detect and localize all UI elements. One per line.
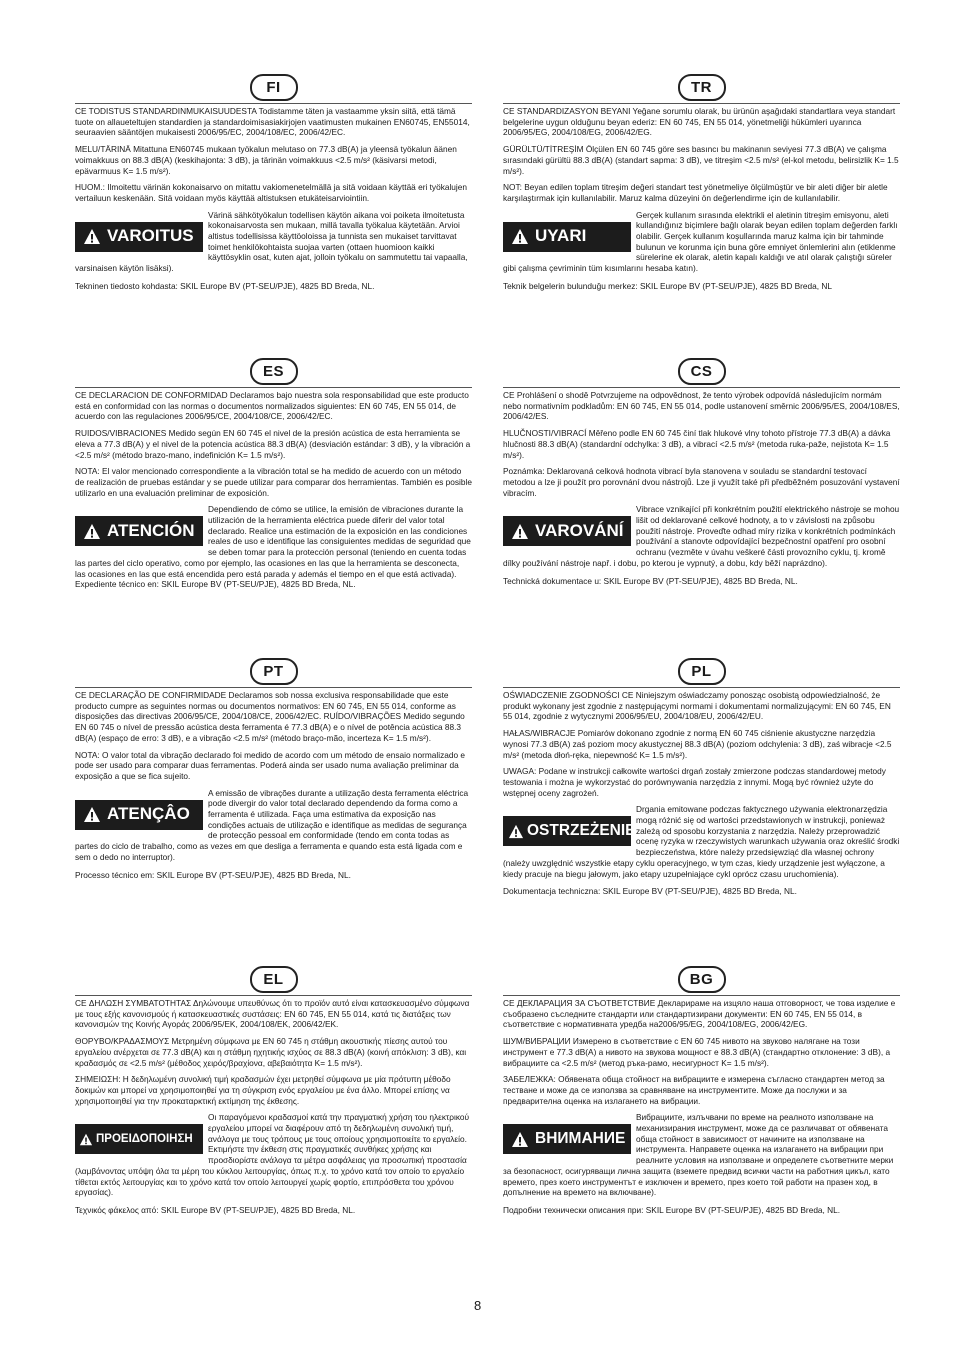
- warning-block: [75, 1112, 472, 1198]
- warning-text: Vibrace vznikající při konkrétním použití elektrického nástroje se mohou lišit od deklarované celkové hodnoty, a to v závislosti na způsobu použití nástroje. Proveďte odhad míry rizika v konkrétních podmínkách používání a stanovte odpovídající bezpečnostní opatření pro osobní ochranu (vezměte v úvahu veškeré části provozního cyklu, tj. kromě dílky používání nástroje např. i dobu, po kterou je vypnutý, a dobu, kdy běží naprázdno).: [503, 504, 900, 568]
- warning-text: Οι παραγόμενοι κραδασμοί κατά την πραγματική χρήση του ηλεκτρικού εργαλείου μπορεί να διαφέρουν από τη δεδηλωμένη συνολική τιμή, ανάλογα με τους τρόπους με τους οποίους χρησιμοποιείτε το εργαλείο. Εκτιμήστε την έκθεση στις πραγματικές συνθήκες χρήσης και προσδιορίστε ανάλογα τα μέτρα ασφάλειας για προσωπική προστασία (λαμβάνοντας υπόψη όλα τα μέρη του κύκλου λειτουργίας, όπως π.χ. το χρόνο κατά τον οποίο το εργαλείο τίθεται εκτός λειτουργίας και το χρόνο κατά τον οποίο λειτουργεί χωρίς φορτίο, επιπρόσθετα του χρόνου εργασίας).: [75, 1112, 470, 1198]
- warning-triangle-icon: [83, 523, 101, 540]
- warning-block: [75, 210, 472, 274]
- noise-vibration-text: HAŁAS/WIBRACJE Pomiarów dokonano zgodnie z normą EN 60 745 ciśnienie akustyczne narzędzia wynosi 77.3 dB(A) zaś poziom mocy akustycznej 88.3 dB(A) (poziom odchylenia: 3 dB), zaś wibracje <2.5 m/s² (metoda dłoń-ręka, niepewność K= 1.5 m/s²).: [503, 728, 892, 760]
- warning-block: [503, 504, 900, 568]
- warning-badge: [503, 516, 631, 546]
- note-text: HUOM.: Ilmoitettu värinän kokonaisarvo on mitattu vakiomenetelmällä ja sitä voidaan käyttää eri työkalujen vertailuun keskenään. Sitä voidaan myös käyttää altistuksen etukäteisarviointiin.: [75, 182, 467, 203]
- warning-block: [503, 210, 900, 274]
- language-badge-el: EL: [250, 966, 298, 993]
- warning-triangle-icon: [79, 1133, 93, 1146]
- language-badge-pt: PT: [250, 658, 298, 685]
- noise-vibration-text: MELU/TÄRINÄ Mitattuna EN60745 mukaan työkalun melutaso on 77.3 dB(A) ja yleensä työkalun äänen voimakkuus on 88.3 dB(A) (keskihajonta: 3 dB), ja tärinän voimakkuus <2.5 m/s² (käsivarsi metodi, epävarmuus K= 1.5 m/s²).: [75, 144, 457, 176]
- conformity-text: CE DECLARAÇÃO DE CONFIRMIDADE Declaramos sob nossa exclusiva responsabilidade que este producto cumpre as seguintes normas ou documentos normativos: EN 60 745, EN 55 014, conforme as disposições das directivas 2006/95/CE, 2004/108/CE, 2006/42/EC. RUÍDO/VIBRAÇÕES Medido segundo EN 60 745 o nível de pressão acústica desta ferramenta é 77.3 dB(A) e o nível de potência acústica 88.3 dB(A) (espaço de erro: 3 dB), e a vibração <2.5 m/s² (método braço-mão, incerteza K= 1.5 m/s²).: [75, 690, 465, 743]
- warning-label: ВНИМАНИЕ: [535, 1129, 626, 1147]
- language-badge-pl: PL: [678, 658, 726, 685]
- warning-text: Dependiendo de cómo se utilice, la emisión de vibraciones durante la utilización de la herramienta eléctrica puede diferir del valor total declarado. Realice una estimación de la exposición en las condiciones reales de uso e identifique las consiguientes medidas de seguridad que se deben tomar para la protección personal (teniendo en cuenta todas las partes del ciclo operativo, como por ejemplo, las ocasiones en las que la herramienta se desconecta, las ocasiones en las que está encendida pero está parada y además el tiempo en el que está activada).: [75, 504, 471, 579]
- section-el: [75, 966, 472, 1222]
- noise-vibration-text: RUIDOS/VIBRACIONES Medido según EN 60 745 el nivel de la presión acústica de esta herramienta se eleva a 77.3 dB(A) y el nivel de la potencia acústica 88.3 dB(A) (desviación estándar: 3 dB), y la vibración a <2.5 m/s² (método brazo-mano, indefinición K= 1.5 m/s²).: [75, 428, 471, 460]
- conformity-text: CE DECLARACION DE CONFORMIDAD Declaramos bajo nuestra sola responsabilidad que este producto está en conformidad con las normas o documentos normalizados siguientes: EN 60 745, EN 55 014, de acuerdo con las regulaciones 2006/95/CE, 2004/108/CE, 2006/42/EC.: [75, 390, 469, 422]
- warning-triangle-icon: [83, 228, 101, 245]
- warning-triangle-icon: [511, 523, 529, 540]
- section-divider: [503, 387, 900, 388]
- noise-vibration-text: GÜRÜLTÜ/TİTREŞİM Ölçülen EN 60 745 göre ses basıncı bu makinanın seviyesi 77.3 dB(A) ve çalışma sırasındaki gürültü 88.3 dB(A) (standart sapma: 3 dB), ve titreşim <2.5 m/s² (el-kol metodu, belirsizlik K= 1.5 m/s²).: [503, 144, 899, 176]
- language-badge-tr: TR: [678, 74, 726, 101]
- technical-file-text: Подробни технически описания при: SKIL Europe BV (PT-SEU/PJE), 4825 BD Breda, NL.: [503, 1204, 841, 1215]
- note-text: Poznámka: Deklarovaná celková hodnota vibrací byla stanovena v souladu se standardní testovací metodou a lze ji použít pro porovnání dvou nástrojů. Lze ji využít také při předběžném posuzování vystavení vibracím.: [503, 466, 900, 498]
- warning-triangle-icon: [511, 228, 529, 245]
- noise-vibration-text: HLUČNOSTI/VIBRACÍ Měřeno podle EN 60 745 činí tlak hlukové vlny tohoto přístroje 77.3 dB(A) a dávka hlučnosti 88.3 dB(A) (standardní odchylka: 3 dB), a vibrací <2.5 m/s² (metoda ruka-paže, nejistota K= 1.5 m/s²).: [503, 428, 891, 460]
- conformity-text: CE TODISTUS STANDARDINMUKAISUUDESTA Todistamme täten ja vastaamme yksin siitä, että tämä tuote on allaueteltujen standardien ja standardoimisasiakirjojen vaatimusten mukainen EN60745, EN55014, seuraavien sääntöjen mukaisesti 2006/95/EC, 2004/108/EC, 2006/42/EC.: [75, 106, 470, 138]
- note-text: UWAGA: Podane w instrukcji całkowite wartości drgań zostały zmierzone podczas standardowej metody testowania i można je wykorzystać do porównywania narzędzia z innymi. Mogą być również użyte do wstępnej oceny zagrożeń.: [503, 766, 886, 798]
- page-number: 8: [474, 1298, 482, 1313]
- technical-file-text: Teknik belgelerin bulunduğu merkez: SKIL Europe BV (PT-SEU/PJE), 4825 BD Breda, NL: [503, 280, 832, 291]
- warning-block: [75, 788, 472, 863]
- note-text: ЗАБЕЛЕЖКА: Обявената обща стойност на вибрациите е измерена съгласно стандартен метод за тестване и може да се използва за сравняване на инструментите. Може да послужи и за предварителна оценка на излагането на вибрации.: [503, 1074, 885, 1106]
- technical-file-text: Tekninen tiedosto kohdasta: SKIL Europe BV (PT-SEU/PJE), 4825 BD Breda, NL.: [75, 280, 375, 291]
- warning-badge: [503, 816, 636, 846]
- warning-badge: [503, 1124, 631, 1154]
- section-divider: [75, 387, 472, 388]
- note-text: NOTA: O valor total da vibração declarado foi medido de acordo com um método de ensaio normalizado e pode ser usado para comparar duas ferramentas. Poderá ainda ser usado numa avaliação preliminar da exposição a que se fica sujeito.: [75, 749, 466, 781]
- section-divider: [75, 103, 472, 104]
- section-divider: [503, 995, 900, 996]
- technical-file-text: Expediente técnico en: SKIL Europe BV (PT-SEU/PJE), 4825 BD Breda, NL.: [75, 579, 356, 590]
- language-badge-fi: FI: [250, 74, 298, 101]
- section-pl: [503, 658, 900, 903]
- technical-file-text: Τεχνικός φάκελος από: SKIL Europe BV (PT-SEU/PJE), 4825 BD Breda, NL.: [75, 1204, 356, 1215]
- section-pt: [75, 658, 472, 886]
- note-text: ΣΗΜΕΙΩΣΗ: Η δεδηλωμένη συνολική τιμή κραδασμών έχει μετρηθεί σύμφωνα με μία πρότυπη μέθοδο δοκιμών και μπορεί να χρησιμοποιηθεί για τη σύγκριση ενός εργαλείου με ένα άλλο. Μπορεί επίσης να χρησιμοποιηθεί για την προκαταρκτική εκτίμηση της έκθεσης.: [75, 1074, 451, 1106]
- warning-badge: [75, 1124, 203, 1154]
- language-badge-bg: BG: [678, 966, 726, 993]
- warning-badge: [75, 516, 203, 546]
- technical-file-text: Technická dokumentace u: SKIL Europe BV (PT-SEU/PJE), 4825 BD Breda, NL.: [503, 575, 798, 586]
- warning-text: Gerçek kullanım sırasında elektrikli el aletinin titreşim emisyonu, aleti kullandığınız biçimlere bağlı olarak beyan edilen toplam değerden farklı olabilir. Gerçek kullanım koşullarında maruz kalma için bir tahminde bulunun ve korunma için buna göre emniyet önlemlerini alın (etiklenme sürelerine ek olarak, aletin kapalı kaldığı ve atıl olarak çalıştığı süreler gibi çalışma çevriminin tüm kısımlarını hesaba katın).: [503, 209, 898, 274]
- note-text: NOTA: El valor mencionado correspondiente a la vibración total se ha medido de acuerdo con un método de realización de pruebas estándar y se puede utilizar para comparar dos herramientas. También es posible utilizarlo en una evaluación preliminar de exposición.: [75, 466, 472, 498]
- language-badge-cs: CS: [678, 358, 726, 385]
- warning-text: A emissão de vibrações durante a utilização desta ferramenta eléctrica pode divergir do valor total declarado dependendo da forma como a ferramenta é utilizada. Faça uma estimativa da exposição nas condições actuais de utilização e identifique as medidas de segurança de protecção pessoal em conformidade (tendo em conta todas as partes do ciclo de trabalho, como as vezes em que desliga a ferramenta e quando esta está ligada com e sem o dedo no interruptor).: [75, 787, 469, 862]
- warning-label: ΠΡΟΕΙΔΟΠΟΙΗΣΗ: [96, 1132, 193, 1145]
- warning-label: ATENCIÓN: [107, 520, 195, 540]
- warning-text: Drgania emitowane podczas faktycznego używania elektronarzędzia mogą różnić się od wartości przedstawionych w instrukcji, ponieważ zależą od sposobu korzystania z narzędzia. Należy przeprowadzić ocenę ryzyka w rzeczywistych warunkach używania oraz określić środki bezpieczeństwa, które należy przedsięwziąć dla własnej ochrony (należy uwzględnić wszystkie etapy cyklu operacyjnego, w tym czas, kiedy urządzenie jest wyłączone, a kiedy pracuje na biegu jałowym, jako etapy uzupełniające cykl oprócz czasu uruchomienia).: [503, 804, 900, 879]
- conformity-text: CE ДЕКЛАРАЦИЯ ЗА СЪОТВЕТСТВИЕ Декларираме на изцяло наша отговорност, че това изделие е съобразено съследните стандарти или стандартизирани документи: EN 60 745, EN 55 014, в съответствие с нормативната уредба на2006/95/EG, 2004/108/EG, 2006/42/EG.: [503, 998, 896, 1030]
- conformity-text: CE Prohlášení o shodě Potvrzujeme na odpovědnost, že tento výrobek odpovídá následujícím normám nebo normativním podkladům: EN 60 745, EN 55 014, podle ustanovení směrnic 2006/95/ES, 2004/108/ES, 2006/42/ES.: [503, 390, 900, 422]
- warning-label: ATENÇÂO: [107, 804, 190, 824]
- section-es: [75, 358, 472, 596]
- warning-label: OSTRZEŻENIE: [527, 821, 636, 839]
- technical-file-text: Dokumentacja techniczna: SKIL Europe BV (PT-SEU/PJE), 4825 BD Breda, NL.: [503, 886, 797, 897]
- language-badge-es: ES: [250, 358, 298, 385]
- section-cs: [503, 358, 900, 592]
- section-bg: [503, 966, 900, 1222]
- warning-badge: [75, 800, 203, 830]
- warning-label: VAROVÁNÍ: [535, 520, 624, 540]
- warning-triangle-icon: [83, 806, 101, 823]
- note-text: NOT: Beyan edilen toplam titreşim değeri standart test yönetmeliye ölçülmüştür ve bir aleti diğer bir aletle karşılaştırmak için kullanılabilir. Maruz kalma düzeyini ön değerlendirme için de kullanılabilir.: [503, 182, 888, 203]
- warning-block: [75, 504, 472, 579]
- section-divider: [503, 103, 900, 104]
- warning-triangle-icon: [511, 1131, 529, 1148]
- section-divider: [503, 687, 900, 688]
- warning-badge: [75, 222, 203, 252]
- warning-label: UYARI: [535, 226, 587, 246]
- conformity-text: OŚWIADCZENIE ZGODNOŚCI CE Niniejszym oświadczamy ponosząc osobistą odpowiedzialność, że produkt wykonany jest zgodnie z następującymi normami i dokumentami normalizującymi: EN 60 745, EN 55 014, zgodnie z wytycznymi 2006/95/EU, 2004/108/EU, 2006/42/EU.: [503, 690, 891, 722]
- technical-file-text: Processo técnico em: SKIL Europe BV (PT-SEU/PJE), 4825 BD Breda, NL.: [75, 869, 351, 880]
- section-fi: [75, 74, 472, 298]
- warning-block: [503, 804, 900, 879]
- warning-block: [503, 1112, 900, 1198]
- section-tr: [503, 74, 900, 298]
- conformity-text: CE ΔΗΛΩΣΗ ΣΥΜΒΑΤΟΤΗΤΑΣ Δηλώνουμε υπευθύνως ότι το προϊόν αυτό είναι κατασκευασμένο σύμφωνα με τους εξής κανονισμούς ή κατασκευαστικές συστάσεις: EN 60 745, EN 55 014, κατά τις διατάξεις των κανονισμών της Κοινής Αγοράς 2006/95/ΕΚ, 2004/108/ΕΚ, 2006/42/ΕΚ.: [75, 998, 470, 1030]
- warning-text: Вибрациите, излъчвани по време на реалното използване на механизирания инструмент, може да се различават от обявената обща стойност в зависимост от начините на използване на инструмента. Направете оценка на излагането на вибрации при реалните условия на използване и определете съответните мерки за безопасност, осигуряващи лична защита (вземете предвид всички части на работния цикъл, като времето, през което инструментът е изключен и времето, през което той работи на празен ход, в допълнение на времето на включване).: [503, 1112, 894, 1198]
- noise-vibration-text: ΘΟΡΥΒΟ/ΚΡΑΔΑΣΜΟΥΣ Μετρημένη σύμφωνα με EN 60 745 η στάθμη ακουστικής πίεσης αυτού του εργαλείου ανέρχεται σε 77.3 dB(A) και η στάθμη ηχητικής ισχύος σε 88.3 dB(A) (κοινή απόκλιση: 3 dB), και κραδασμός σε <2.5 m/s² (μέθοδος χειρός/βραχίονα, αβεβαιότητα K= 1.5 m/s²).: [75, 1036, 467, 1068]
- conformity-text: CE STANDARDIZASYON BEYANI Yeğane sorumlu olarak, bu ürünün aşağıdaki standartlara veya standart belgelerine uygun olduğunu beyan ederiz: EN 60 745, EN 55 014, yönetmeliği hükümleri uyarınca 2006/95/EG, 2004/108/EG, 2006/42/EG.: [503, 106, 896, 138]
- warning-text: Värinä sähkötyökalun todellisen käytön aikana voi poiketa ilmoitetusta kokonaisarvosta sen mukaan, millä tavalla työkalua käytetään. Arvioi altistus todellisissa käyttöoloissa ja tunnista sen mukaiset tarvittavat toimet henkilökohtaista suojaa varten (ottaen huomioon kaikki käyttösyklin osat, kuten ajat, jolloin työkalu on sammutettu tai vapaalla, varsinaisen käytön lisäksi).: [75, 209, 468, 274]
- warning-badge: [503, 222, 631, 252]
- warning-triangle-icon: [508, 824, 524, 839]
- noise-vibration-text: ШУМ/ВИБРАЦИИ Измерено в съответствие с EN 60 745 нивото на звуково налягане на този инструмент е 77.3 dB(A) а нивото на звукова мощност е 88.3 dB(A) (стандартно отклонение: 3 dB), а вибрациите са <2.5 m/s² (метод ръка-рамо, несигурност K= 1.5 m/s²).: [503, 1036, 891, 1068]
- section-divider: [75, 995, 472, 996]
- warning-label: VAROITUS: [107, 226, 194, 246]
- section-divider: [75, 687, 472, 688]
